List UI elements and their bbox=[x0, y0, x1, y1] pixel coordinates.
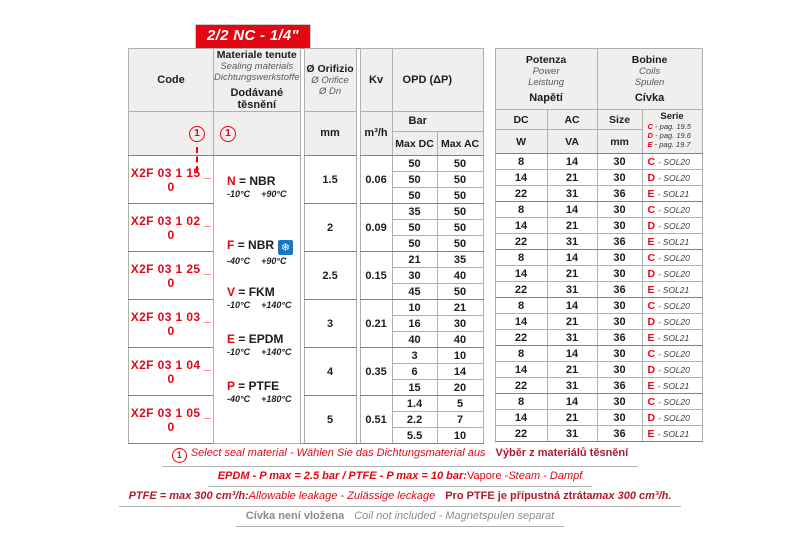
coils-header: Bobine Coils Spulen Cívka bbox=[597, 49, 702, 110]
kv-cell: 0.15 bbox=[360, 252, 392, 300]
legend-item: E = EPDM -10°C +140°C bbox=[227, 332, 292, 357]
serie-cell: C - SOL20 bbox=[642, 202, 702, 218]
max-dc-cell: 50 bbox=[392, 188, 437, 204]
kv-header: Kv bbox=[360, 49, 392, 112]
max-dc-cell: 6 bbox=[392, 364, 437, 380]
max-ac-cell: 50 bbox=[437, 220, 483, 236]
orifice-cell: 2 bbox=[304, 204, 356, 252]
va-cell: 14 bbox=[547, 298, 597, 314]
max-ac-cell: 40 bbox=[437, 268, 483, 284]
max-ac-cell: 50 bbox=[437, 236, 483, 252]
max-dc-cell: 40 bbox=[392, 332, 437, 348]
w-cell: 8 bbox=[495, 250, 547, 266]
va-cell: 21 bbox=[547, 314, 597, 330]
w-cell: 8 bbox=[495, 154, 547, 170]
max-dc-cell: 5.5 bbox=[392, 428, 437, 444]
product-code: X2F 03 1 03 _ 0 bbox=[129, 300, 214, 348]
orifice-header: Ø Orifizio Ø Orifice Ø Dn bbox=[304, 49, 356, 112]
legend-item: P = PTFE -40°C +180°C bbox=[227, 379, 292, 404]
w-cell: 14 bbox=[495, 410, 547, 426]
max-ac-cell: 30 bbox=[437, 316, 483, 332]
max-ac-cell: 10 bbox=[437, 348, 483, 364]
bar-header: Bar bbox=[392, 112, 483, 132]
va-cell: 14 bbox=[547, 250, 597, 266]
w-cell: 14 bbox=[495, 266, 547, 282]
va-cell: 31 bbox=[547, 330, 597, 346]
serie-cell: C - SOL20 bbox=[642, 154, 702, 170]
max-ac-header: Max AC bbox=[437, 132, 483, 156]
seal-position-connector bbox=[196, 147, 198, 172]
serie-header: Serie C - pag. 19.5 D - pag. 19.6 E - pag. 19.7 bbox=[642, 110, 702, 154]
max-ac-cell: 5 bbox=[437, 396, 483, 412]
size-cell: 36 bbox=[597, 234, 642, 250]
max-ac-cell: 20 bbox=[437, 380, 483, 396]
serie-cell: D - SOL20 bbox=[642, 314, 702, 330]
size-cell: 30 bbox=[597, 154, 642, 170]
max-ac-cell: 10 bbox=[437, 428, 483, 444]
serie-cell: C - SOL20 bbox=[642, 346, 702, 362]
max-ac-cell: 21 bbox=[437, 300, 483, 316]
legend-item: N = NBR -10°C +90°C bbox=[227, 174, 287, 199]
max-dc-cell: 21 bbox=[392, 252, 437, 268]
max-dc-cell: 10 bbox=[392, 300, 437, 316]
size-cell: 30 bbox=[597, 202, 642, 218]
note-coil-not-included: Cívka není vložena Coil not included - Magnetspulen separat bbox=[236, 507, 564, 527]
serie-cell: E - SOL21 bbox=[642, 186, 702, 202]
w-cell: 22 bbox=[495, 426, 547, 442]
orifice-unit: mm bbox=[304, 112, 356, 156]
max-dc-cell: 50 bbox=[392, 172, 437, 188]
va-cell: 14 bbox=[547, 202, 597, 218]
power-header: Potenza Power Leistung Napětí bbox=[495, 49, 597, 110]
w-cell: 14 bbox=[495, 314, 547, 330]
legend-item: F = NBR ❄ -40°C +90°C bbox=[227, 238, 300, 285]
code-header: Code bbox=[129, 49, 214, 112]
w-cell: 22 bbox=[495, 234, 547, 250]
max-ac-cell: 50 bbox=[437, 204, 483, 220]
coils-table bbox=[495, 48, 703, 442]
dc-header: DC bbox=[495, 110, 547, 130]
va-cell: 14 bbox=[547, 154, 597, 170]
size-cell: 30 bbox=[597, 218, 642, 234]
legend-item: V = FKM -10°C +140°C bbox=[227, 285, 292, 310]
max-ac-cell: 40 bbox=[437, 332, 483, 348]
w-cell: 14 bbox=[495, 218, 547, 234]
max-dc-cell: 45 bbox=[392, 284, 437, 300]
marker-1-icon: 1 bbox=[172, 448, 187, 463]
w-cell: 8 bbox=[495, 346, 547, 362]
kv-unit: m³/h bbox=[360, 112, 392, 156]
size-cell: 36 bbox=[597, 378, 642, 394]
max-ac-cell: 50 bbox=[437, 284, 483, 300]
max-dc-cell: 30 bbox=[392, 268, 437, 284]
va-cell: 21 bbox=[547, 362, 597, 378]
w-cell: 22 bbox=[495, 330, 547, 346]
size-cell: 30 bbox=[597, 394, 642, 410]
serie-cell: D - SOL20 bbox=[642, 266, 702, 282]
va-cell: 21 bbox=[547, 170, 597, 186]
va-cell: 31 bbox=[547, 186, 597, 202]
kv-cell: 0.21 bbox=[360, 300, 392, 348]
orifice-cell: 5 bbox=[304, 396, 356, 444]
va-cell: 21 bbox=[547, 218, 597, 234]
va-cell: 31 bbox=[547, 282, 597, 298]
max-dc-cell: 15 bbox=[392, 380, 437, 396]
tables-area bbox=[128, 48, 703, 444]
serie-cell: C - SOL20 bbox=[642, 250, 702, 266]
serie-cell: E - SOL21 bbox=[642, 378, 702, 394]
size-cell: 36 bbox=[597, 282, 642, 298]
serie-cell: C - SOL20 bbox=[642, 298, 702, 314]
product-code: X2F 03 1 25 _ 0 bbox=[129, 252, 214, 300]
max-ac-cell: 50 bbox=[437, 156, 483, 172]
max-dc-header: Max DC bbox=[392, 132, 437, 156]
materials-legend bbox=[214, 156, 301, 444]
max-ac-cell: 35 bbox=[437, 252, 483, 268]
serie-cell: D - SOL20 bbox=[642, 362, 702, 378]
size-cell: 30 bbox=[597, 346, 642, 362]
product-code: X2F 03 1 15 _ 0 bbox=[129, 156, 214, 204]
w-cell: 22 bbox=[495, 186, 547, 202]
orifice-cell: 3 bbox=[304, 300, 356, 348]
note-seal-material: 1 Select seal material - Wählen Sie das Dichtungsmaterial aus Výběr z materiálů těsnění bbox=[162, 444, 638, 467]
max-dc-cell: 2.2 bbox=[392, 412, 437, 428]
max-dc-cell: 3 bbox=[392, 348, 437, 364]
max-dc-cell: 50 bbox=[392, 156, 437, 172]
kv-cell: 0.51 bbox=[360, 396, 392, 444]
marker-1-icon: 1 bbox=[220, 126, 236, 142]
kv-cell: 0.06 bbox=[360, 156, 392, 204]
max-ac-cell: 50 bbox=[437, 188, 483, 204]
orifice-cell: 2.5 bbox=[304, 252, 356, 300]
serie-cell: D - SOL20 bbox=[642, 170, 702, 186]
note-leakage: PTFE = max 300 cm³/h:Allowable leakage - Zulässige leckage Pro PTFE je přípustná ztrátamax 300 cm³/h. bbox=[119, 487, 682, 507]
specs-table bbox=[128, 48, 484, 444]
size-cell: 30 bbox=[597, 298, 642, 314]
max-dc-cell: 50 bbox=[392, 220, 437, 236]
snowflake-icon: ❄ bbox=[278, 240, 293, 255]
serie-cell: D - SOL20 bbox=[642, 410, 702, 426]
serie-cell: E - SOL21 bbox=[642, 426, 702, 442]
va-cell: 21 bbox=[547, 266, 597, 282]
max-ac-cell: 14 bbox=[437, 364, 483, 380]
size-cell: 36 bbox=[597, 426, 642, 442]
serie-cell: E - SOL21 bbox=[642, 330, 702, 346]
product-code: X2F 03 1 04 _ 0 bbox=[129, 348, 214, 396]
max-dc-cell: 1.4 bbox=[392, 396, 437, 412]
max-ac-cell: 50 bbox=[437, 172, 483, 188]
w-cell: 14 bbox=[495, 170, 547, 186]
w-cell: 8 bbox=[495, 298, 547, 314]
size-unit: mm bbox=[597, 130, 642, 154]
serie-cell: E - SOL21 bbox=[642, 234, 702, 250]
size-header: Size bbox=[597, 110, 642, 130]
materials-marker-cell bbox=[214, 112, 301, 156]
ac-header: AC bbox=[547, 110, 597, 130]
serie-cell: C - SOL20 bbox=[642, 394, 702, 410]
serie-cell: E - SOL21 bbox=[642, 282, 702, 298]
w-cell: 22 bbox=[495, 378, 547, 394]
size-cell: 30 bbox=[597, 362, 642, 378]
va-cell: 21 bbox=[547, 410, 597, 426]
serie-cell: D - SOL20 bbox=[642, 218, 702, 234]
va-cell: 14 bbox=[547, 346, 597, 362]
kv-cell: 0.35 bbox=[360, 348, 392, 396]
materials-header: Materiale tenute Sealing materials Dichtungswerkstoffe Dodávané těsnění bbox=[214, 49, 300, 111]
footnotes bbox=[100, 444, 700, 527]
max-dc-cell: 16 bbox=[392, 316, 437, 332]
product-code: X2F 03 1 02 _ 0 bbox=[129, 204, 214, 252]
opd-header: OPD (ΔP) bbox=[392, 49, 483, 112]
size-cell: 30 bbox=[597, 410, 642, 426]
kv-cell: 0.09 bbox=[360, 204, 392, 252]
size-cell: 30 bbox=[597, 314, 642, 330]
max-dc-cell: 50 bbox=[392, 236, 437, 252]
size-cell: 30 bbox=[597, 266, 642, 282]
page-title: 2/2 NC - 1/4" bbox=[196, 25, 310, 48]
orifice-cell: 1.5 bbox=[304, 156, 356, 204]
w-cell: 14 bbox=[495, 362, 547, 378]
code-marker-cell bbox=[129, 112, 214, 156]
note-pressure-limits: EPDM - P max = 2.5 bar / PTFE - P max = 10 bar:Vapore -Steam - Dampf bbox=[208, 467, 593, 487]
orifice-cell: 4 bbox=[304, 348, 356, 396]
va-cell: 31 bbox=[547, 426, 597, 442]
watt-header: W bbox=[495, 130, 547, 154]
w-cell: 8 bbox=[495, 394, 547, 410]
size-cell: 30 bbox=[597, 170, 642, 186]
va-cell: 31 bbox=[547, 378, 597, 394]
size-cell: 30 bbox=[597, 250, 642, 266]
size-cell: 36 bbox=[597, 330, 642, 346]
w-cell: 22 bbox=[495, 282, 547, 298]
w-cell: 8 bbox=[495, 202, 547, 218]
product-code: X2F 03 1 05 _ 0 bbox=[129, 396, 214, 444]
va-cell: 14 bbox=[547, 394, 597, 410]
size-cell: 36 bbox=[597, 186, 642, 202]
max-ac-cell: 7 bbox=[437, 412, 483, 428]
max-dc-cell: 35 bbox=[392, 204, 437, 220]
marker-1-icon: 1 bbox=[189, 126, 205, 142]
va-header: VA bbox=[547, 130, 597, 154]
va-cell: 31 bbox=[547, 234, 597, 250]
